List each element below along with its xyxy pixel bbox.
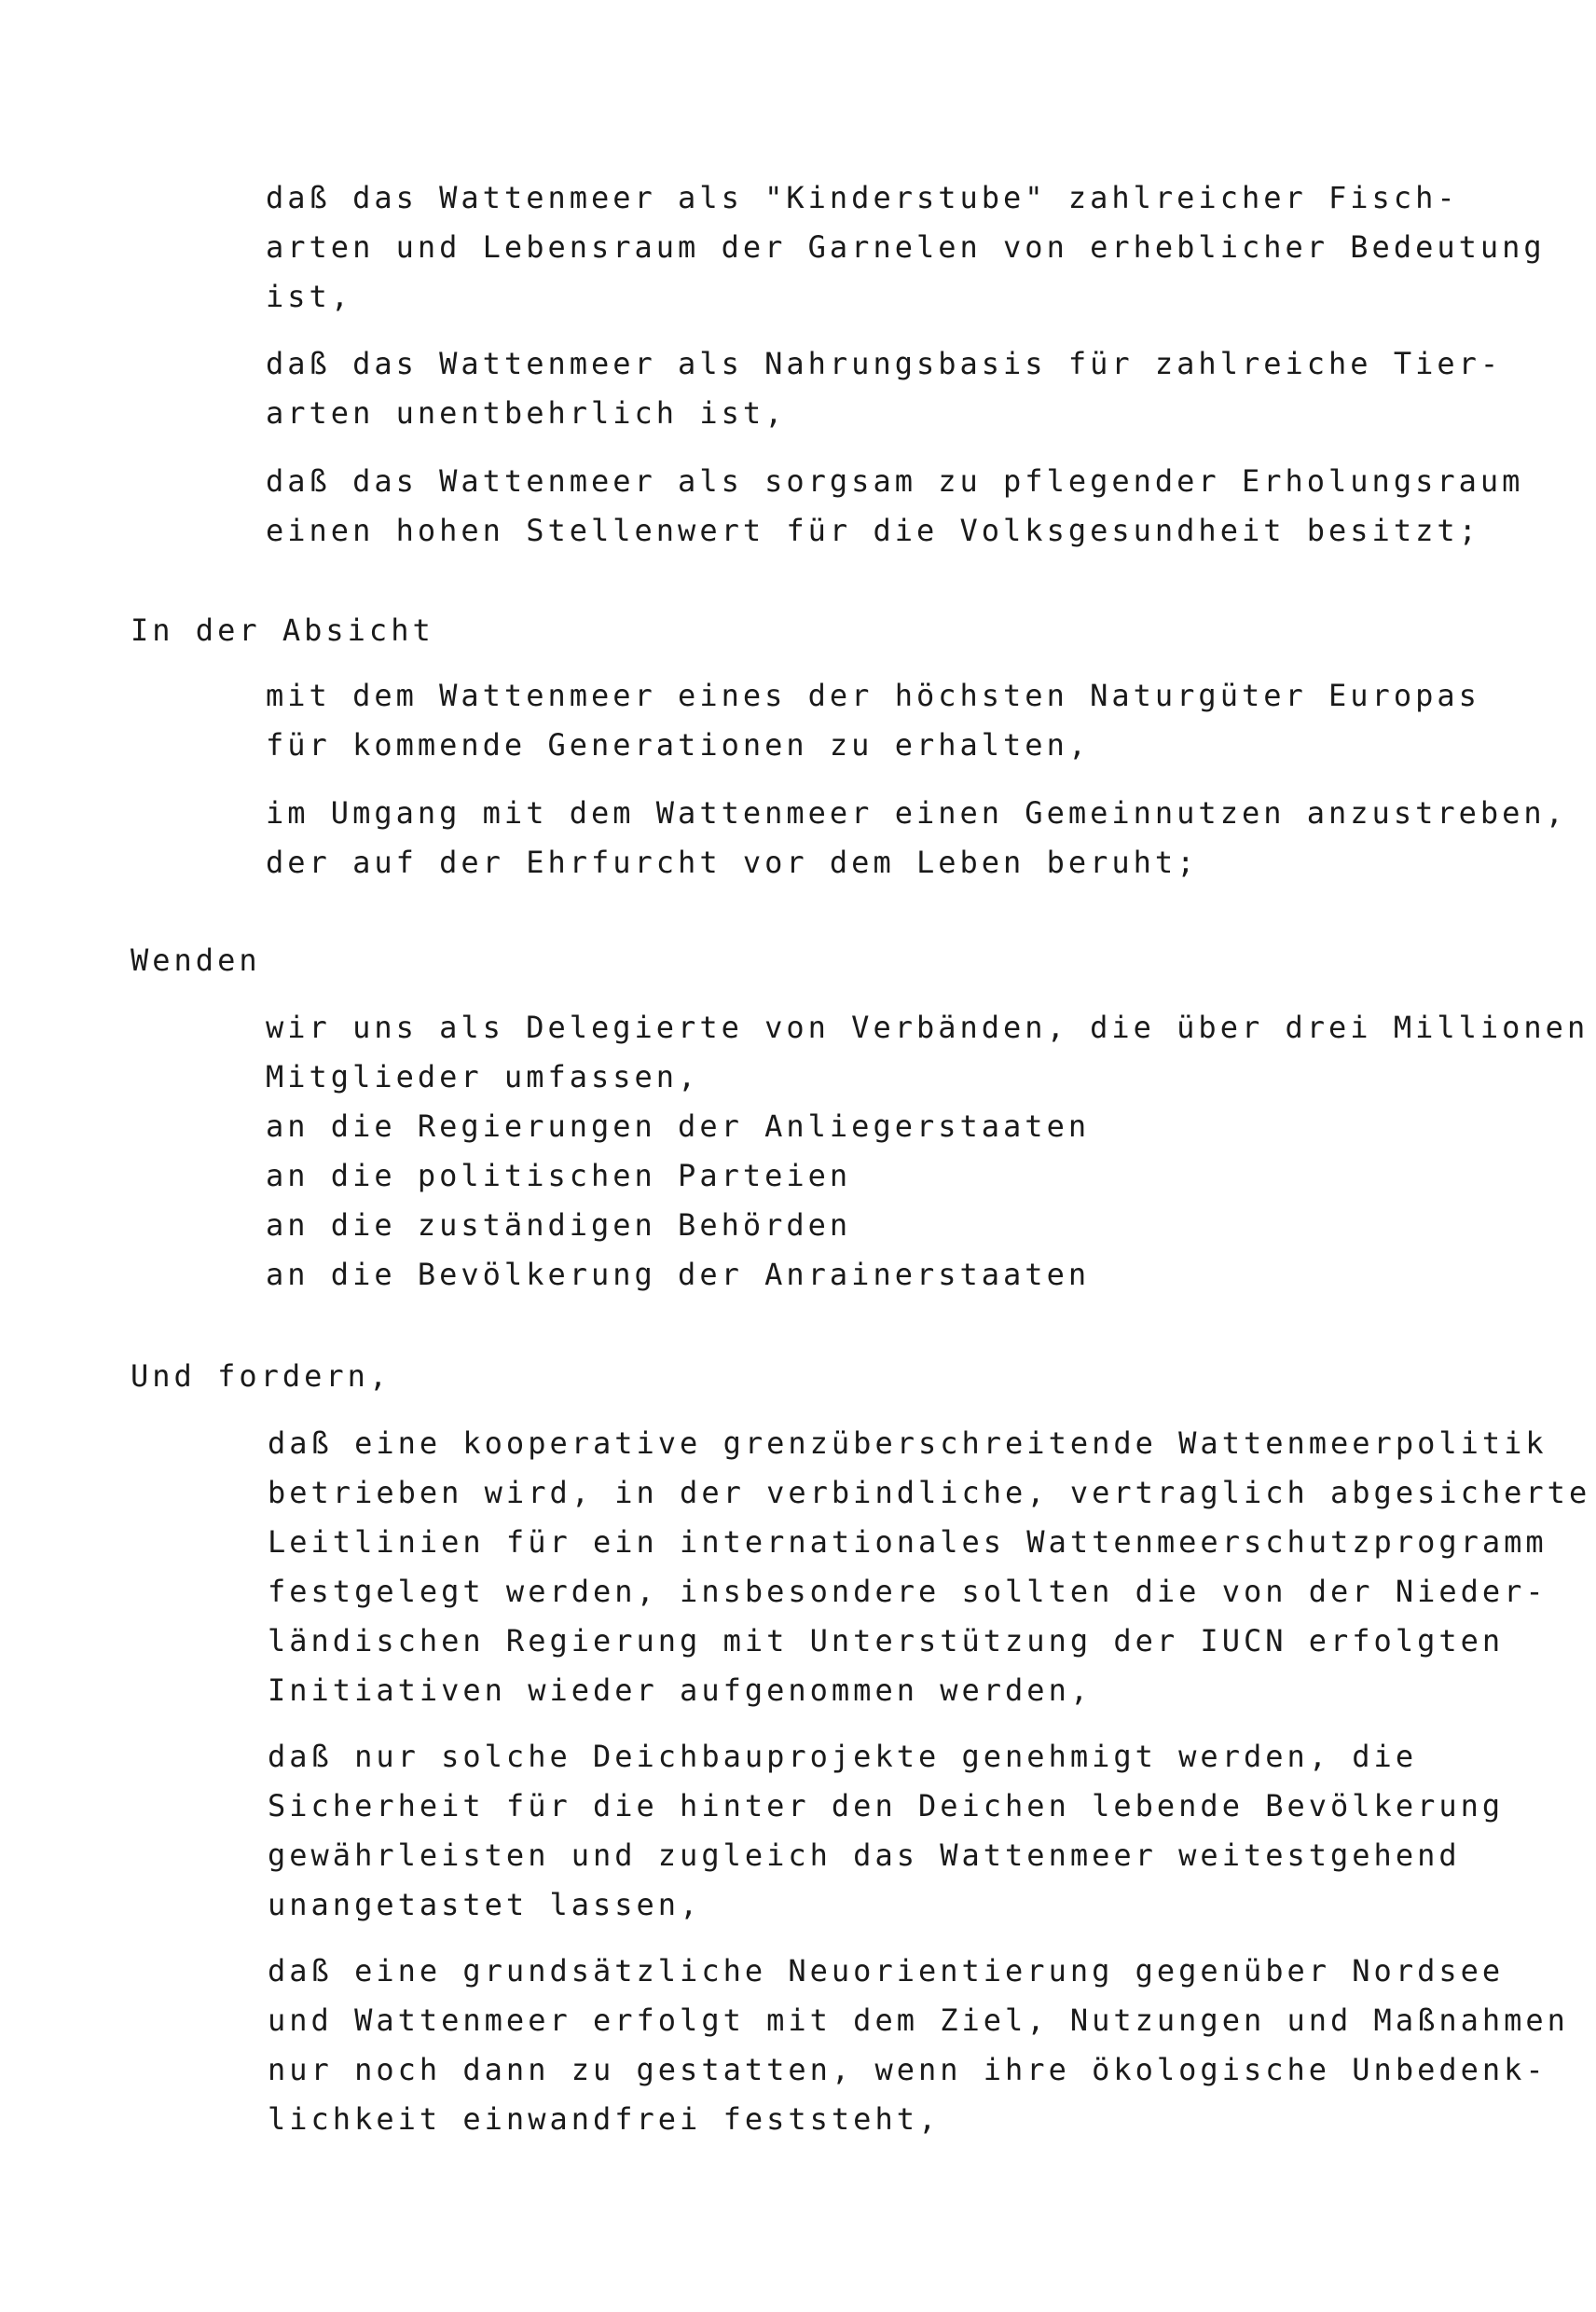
paragraph-gemeinnutzen bbox=[266, 789, 1567, 888]
text-line: daß nur solche Deichbauprojekte genehmigt werden, die bbox=[268, 1739, 1418, 1774]
text-line: lichkeit einwandfrei feststeht, bbox=[268, 2101, 941, 2137]
paragraph-deichbau bbox=[268, 1732, 1504, 1930]
text-line: an die Bevölkerung der Anrainerstaaten bbox=[266, 1257, 1091, 1292]
text-line: wir uns als Delegierte von Verbänden, die über drei Millionen bbox=[266, 1010, 1589, 1045]
text-line: arten unentbehrlich ist, bbox=[266, 395, 787, 431]
paragraph-nahrungsbasis bbox=[266, 339, 1502, 438]
text-line: für kommende Generationen zu erhalten, bbox=[266, 727, 1091, 763]
text-line: betrieben wird, in der verbindliche, vertraglich abgesicherte bbox=[268, 1475, 1591, 1510]
heading-line: In der Absicht bbox=[131, 612, 434, 648]
text-line: daß das Wattenmeer als sorgsam zu pflegender Erholungsraum bbox=[266, 463, 1524, 499]
text-line: an die Regierungen der Anliegerstaaten bbox=[266, 1108, 1091, 1144]
text-line: festgelegt werden, insbesondere sollten die von der Nieder- bbox=[268, 1574, 1548, 1609]
text-line: an die politischen Parteien bbox=[266, 1158, 852, 1193]
text-line: Leitlinien für ein internationales Wattenmeerschutzprogramm bbox=[268, 1524, 1548, 1560]
text-line: ländischen Regierung mit Unterstützung der IUCN erfolgten bbox=[268, 1623, 1505, 1658]
section-heading-absicht bbox=[131, 606, 434, 655]
text-line: mit dem Wattenmeer eines der höchsten Naturgüter Europas bbox=[266, 678, 1480, 713]
paragraph-erholungsraum bbox=[266, 457, 1523, 556]
text-line: unangetastet lassen, bbox=[268, 1887, 702, 1922]
text-line: im Umgang mit dem Wattenmeer einen Gemeinnutzen anzustreben, bbox=[266, 795, 1567, 831]
text-line: Mitglieder umfassen, bbox=[266, 1059, 700, 1094]
paragraph-naturgueter bbox=[266, 671, 1480, 770]
text-line: daß eine kooperative grenzüberschreitende Wattenmeerpolitik bbox=[268, 1425, 1548, 1461]
text-line: daß das Wattenmeer als "Kinderstube" zahlreicher Fisch- bbox=[266, 180, 1459, 215]
text-line: an die zuständigen Behörden bbox=[266, 1207, 852, 1243]
text-line: ist, bbox=[266, 279, 353, 314]
text-line: einen hohen Stellenwert für die Volksgesundheit besitzt; bbox=[266, 513, 1480, 548]
text-line: nur noch dann zu gestatten, wenn ihre ökologische Unbedenk- bbox=[268, 2052, 1548, 2087]
paragraph-neuorientierung bbox=[268, 1947, 1569, 2144]
text-line: der auf der Ehrfurcht vor dem Leben beruht; bbox=[266, 845, 1199, 880]
paragraph-kinderstube bbox=[266, 173, 1546, 322]
text-line: Initiativen wieder aufgenommen werden, bbox=[268, 1672, 1093, 1708]
text-line: arten und Lebensraum der Garnelen von erheblicher Bedeutung bbox=[266, 229, 1546, 265]
text-line: Sicherheit für die hinter den Deichen lebende Bevölkerung bbox=[268, 1788, 1505, 1823]
text-line: gewährleisten und zugleich das Wattenmeer weitestgehend bbox=[268, 1837, 1461, 1873]
text-line: daß eine grundsätzliche Neuorientierung gegenüber Nordsee bbox=[268, 1953, 1505, 1989]
heading-line: Wenden bbox=[131, 943, 261, 978]
text-line: daß das Wattenmeer als Nahrungsbasis für zahlreiche Tier- bbox=[266, 346, 1503, 381]
paragraph-adressaten bbox=[266, 1003, 1589, 1300]
paragraph-wattenmeerpolitik bbox=[268, 1419, 1590, 1715]
section-heading-wenden bbox=[131, 936, 261, 985]
heading-line: Und fordern, bbox=[131, 1358, 392, 1394]
section-heading-fordern bbox=[131, 1352, 391, 1401]
text-line: und Wattenmeer erfolgt mit dem Ziel, Nutzungen und Maßnahmen bbox=[268, 2002, 1569, 2038]
